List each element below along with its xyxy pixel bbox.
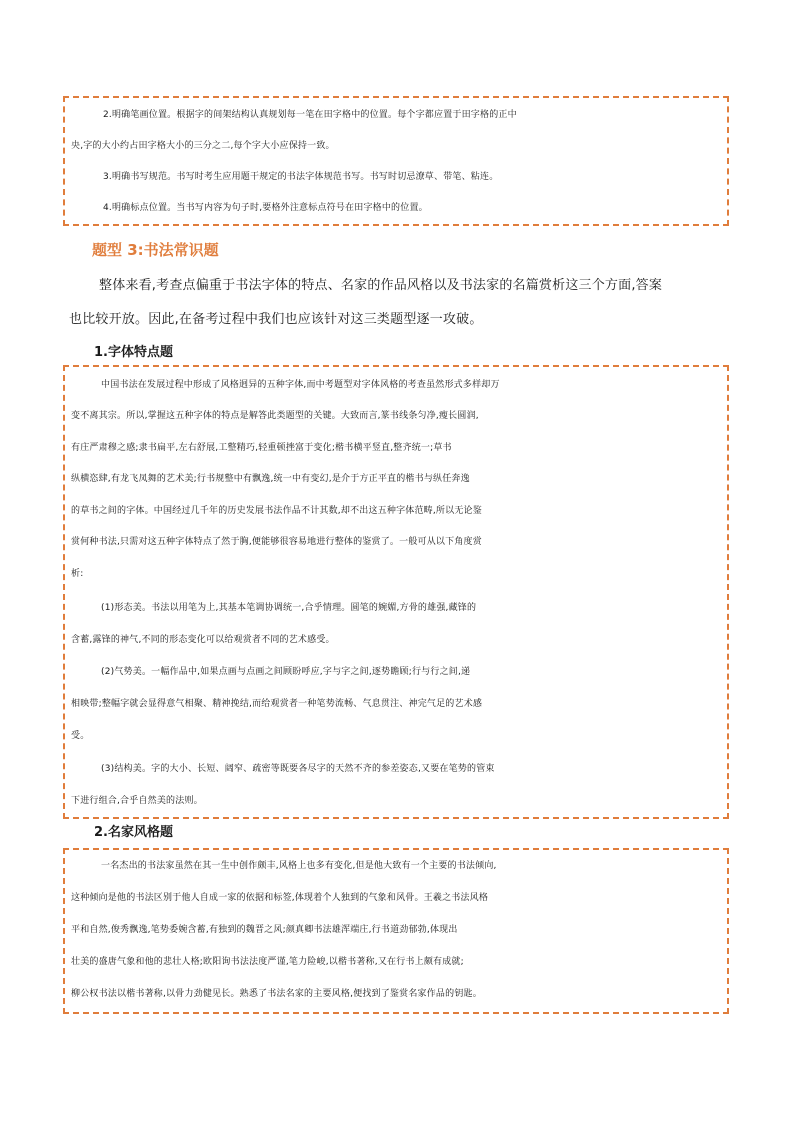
paragraph-line: 中国书法在发展过程中形成了风格迥异的五种字体,而中考题型对字体风格的考查虽然形式多样却万 [101, 380, 500, 390]
paragraph-line: 的草书之间的字体。中国经过几千年的历史发展书法作品不计其数,却不出这五种字体范畴,所以无论鉴 [71, 506, 482, 516]
subheading-font-features: 1.字体特点题 [94, 345, 173, 360]
paragraph-line: 3.明确书写规范。书写时考生应用题干规定的书法字体规范书写。书写时切忌潦草、带笔、粘连。 [103, 172, 499, 182]
paragraph-line: 变不离其宗。所以,掌握这五种字体的特点是解答此类题型的关键。大致而言,篆书线条匀净,瘦长圆润, [71, 411, 479, 421]
intro-line: 也比较开放。因此,在备考过程中我们也应该针对这三类题型逐一攻破。 [69, 312, 483, 327]
tips-box [63, 96, 729, 226]
paragraph-line: 相映带;整幅字就会显得意气相聚、精神挽结,而给观赏者一种笔势流畅、气息贯注、神完气足的艺术感 [71, 699, 483, 709]
intro-line: 整体来看,考查点偏重于书法字体的特点、名家的作品风格以及书法家的名篇赏析这三个方面,答案 [99, 278, 663, 293]
paragraph-line: 下进行组合,合乎自然美的法则。 [71, 796, 203, 806]
subheading-master-styles: 2.名家风格题 [94, 825, 173, 840]
paragraph-line: 一名杰出的书法家虽然在其一生中创作颇丰,风格上也多有变化,但是他大致有一个主要的书法倾向, [101, 861, 497, 871]
section-heading: 题型 3:书法常识题 [92, 241, 219, 259]
paragraph-line: 有庄严肃穆之感;隶书扁平,左右舒展,工整精巧,轻重顿挫富于变化;楷书横平竖直,整齐统一;草书 [71, 443, 452, 453]
paragraph-line: 含蓄,露锋的神气,不同的形态变化可以给观赏者不同的艺术感受。 [71, 635, 335, 645]
paragraph-line: (1)形态美。书法以用笔为上,其基本笔调协调统一,合乎情理。圆笔的婉媚,方骨的雄强,藏锋的 [101, 603, 477, 613]
paragraph-line: 4.明确标点位置。当书写内容为句子时,要格外注意标点符号在田字格中的位置。 [103, 203, 428, 213]
paragraph-line: (3)结构美。字的大小、长短、阔窄、疏密等既要各尽字的天然不齐的参差姿态,又要在笔势的管束 [101, 764, 495, 774]
paragraph-line: 柳公权书法以楷书著称,以骨力劲健见长。熟悉了书法名家的主要风格,便找到了鉴赏名家作品的钥匙。 [71, 989, 482, 999]
paragraph-line: 纵横恣肆,有龙飞凤舞的艺术美;行书规整中有飘逸,统一中有变幻,是介于方正平直的楷书与纵任奔逸 [71, 474, 470, 484]
paragraph-line: 2.明确笔画位置。根据字的间架结构认真规划每一笔在田字格中的位置。每个字都应置于田字格的正中 [103, 110, 517, 120]
paragraph-line: 受。 [71, 731, 90, 741]
paragraph-line: 壮美的盛唐气象和他的悲壮人格;欧阳询书法法度严谨,笔力险峻,以楷书著称,又在行书上颇有成就; [71, 957, 464, 967]
paragraph-line: 赏何种书法,只需对这五种字体特点了然于胸,便能够很容易地进行整体的鉴赏了。一般可从以下角度赏 [71, 537, 482, 547]
font-features-box [63, 365, 729, 819]
paragraph-line: (2)气势美。一幅作品中,如果点画与点画之间顾盼呼应,字与字之间,逐势瞻顾;行与行之间,递 [101, 667, 471, 677]
paragraph-line: 析: [71, 569, 84, 579]
paragraph-line: 这种倾向是他的书法区别于他人自成一家的依据和标签,体现着个人独到的气象和风骨。王羲之书法风格 [71, 893, 489, 903]
paragraph-line: 央,字的大小约占田字格大小的三分之二,每个字大小应保持一致。 [71, 141, 335, 151]
master-styles-box [63, 848, 729, 1014]
paragraph-line: 平和自然,俊秀飘逸,笔势委婉含蓄,有独到的魏晋之风;颜真卿书法雄浑端庄,行书道劲郁勃,体现出 [71, 925, 458, 935]
